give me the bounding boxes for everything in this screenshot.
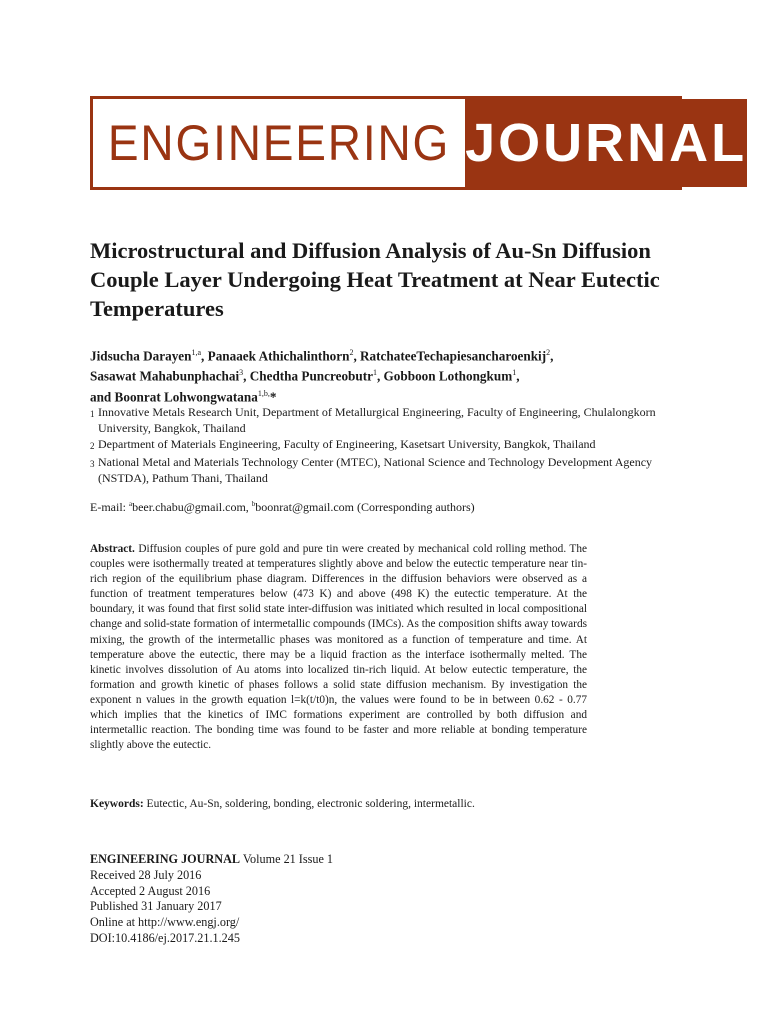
published-date: Published 31 January 2017 bbox=[90, 899, 222, 914]
contact-email: E-mail: $^a$beer.chabu@gmail.com, $^b$boonrat@gmail.com (Corresponding authors) bbox=[90, 500, 475, 514]
affiliation-item bbox=[90, 436, 680, 454]
journal-masthead bbox=[90, 96, 748, 190]
affiliation-number: 1 bbox=[90, 409, 95, 419]
author-name: Chedtha Puncreobutr bbox=[249, 368, 373, 384]
author-affil-sup: 2 bbox=[349, 348, 354, 357]
author-name: Panaaek Athichalinthorn bbox=[207, 348, 350, 364]
author-affil-sup: 3 bbox=[239, 368, 244, 378]
author-name: RatchateeTechapiesancharoenkij bbox=[360, 348, 547, 364]
abstract-label: Abstract. bbox=[90, 543, 135, 555]
author-affil-sup: 1 bbox=[372, 368, 377, 378]
email-address-b[interactable]: boonrat@gmail.com (Corresponding authors) bbox=[255, 500, 475, 514]
doi-link[interactable]: DOI:10.4186/ej.2017.21.1.245 bbox=[90, 930, 240, 945]
affiliation-text: National Metal and Materials Technology Center (MTEC), National Science and Technology Development Agency (NSTDA), Pathum Thani, Thailand bbox=[98, 455, 653, 485]
author-affil-sup: 1 bbox=[512, 368, 517, 378]
masthead-left-word: ENGINEERING bbox=[107, 115, 451, 171]
journal-volume-line bbox=[90, 852, 490, 868]
affiliation-number: 3 bbox=[90, 459, 95, 469]
keywords bbox=[90, 797, 690, 812]
email-label: E-mail: bbox=[90, 500, 129, 514]
abstract-text: Diffusion couples of pure gold and pure tin were created by mechanical cold rolling method. The couples were isothermally treated at temperatures slightly above and below the eutectic temperature near tin-rich region of the equilibrium phase diagram. Differences in the diffusion behaviors were observed as a function of treatment temperatures below (473 K) and above (498 K) the eutectic temperature. At the boundary, it was found that first solid state inter-diffusion was initiated which resulted in local compositional change and solid-state formation of intermetallic compounds (IMCs). As the composition shifts away towards mixing, the growth of the intermetallic phases was monitored as a function of temperature and time. At temperature above the eutectic, there may be a liquid fraction as the interface isothermally melted. The kinetic involves dissolution of Au atoms into localized tin-rich liquid. At below eutectic temperature, the formation and growth kinetic of phases follows a solid state diffusion mechanism. By investigation the exponent n values in the growth equation l=k(t/t0)n, the values were found to be in between 0.62 - 0.77 which implies that the kinetics of IMC formations experiment are controlled by both diffusion and intermetallic reaction. The bonding time was found to be faster and more reliable at bonding temperature slightly above the eutectic. bbox=[90, 543, 587, 752]
keywords-label: Keywords: bbox=[90, 798, 144, 810]
abstract bbox=[90, 542, 587, 753]
affiliation-item bbox=[90, 404, 680, 436]
volume-issue: Volume 21 Issue 1 bbox=[242, 852, 333, 866]
affiliation-text: Innovative Metals Research Unit, Department of Metallurgical Engineering, Faculty of Engineering, Chulalongkorn University, Bangkok, Thailand bbox=[98, 405, 656, 435]
accepted-date: Accepted 2 August 2016 bbox=[90, 883, 211, 898]
publication-info bbox=[90, 852, 490, 947]
received-date: Received 28 July 2016 bbox=[90, 867, 202, 882]
online-link[interactable]: Online at http://www.engj.org/ bbox=[90, 915, 240, 930]
author-name: Jidsucha Darayen bbox=[90, 348, 192, 364]
affiliation-item bbox=[90, 454, 680, 486]
author-affil-sup: 1,b, bbox=[257, 388, 270, 398]
affiliation-text: Department of Materials Engineering, Faculty of Engineering, Kasetsart University, Bangkok, Thailand bbox=[98, 437, 596, 451]
author-name: Sasawat Mahabunphachai bbox=[90, 368, 240, 384]
paper-title: Microstructural and Diffusion Analysis of Au-Sn Diffusion Couple Layer Undergoing Heat Treatment at Near Eutectic Temperatures bbox=[90, 238, 660, 321]
masthead-right-word: JOURNAL bbox=[465, 99, 747, 187]
author-name: Gobboon Lothongkum bbox=[383, 368, 513, 384]
affiliation-list bbox=[90, 404, 680, 486]
author-affil-sup: 2 bbox=[546, 348, 551, 357]
author-affil-sup: 1,a bbox=[191, 348, 202, 357]
author-name: and Boonrat Lohwongwatana bbox=[90, 389, 258, 405]
email-address-a[interactable]: beer.chabu@gmail.com, bbox=[132, 500, 252, 514]
journal-name: ENGINEERING JOURNAL bbox=[90, 852, 240, 866]
affiliation-number: 2 bbox=[90, 441, 95, 451]
keywords-text: Eutectic, Au-Sn, soldering, bonding, electronic soldering, intermetallic. bbox=[146, 798, 475, 810]
author-list: Jidsucha Darayen$^{1,a}$, Panaaek Athichalinthorn$^2$, RatchateeTechapiesancharoenkij$^2$, Sasawat Mahabunphachai$^3$, Chedtha Puncreobutr$^1$, Gobboon Lothongkum$^1$, and Boonrat Lohwongwatana$^{1,b,}$* bbox=[90, 348, 554, 405]
